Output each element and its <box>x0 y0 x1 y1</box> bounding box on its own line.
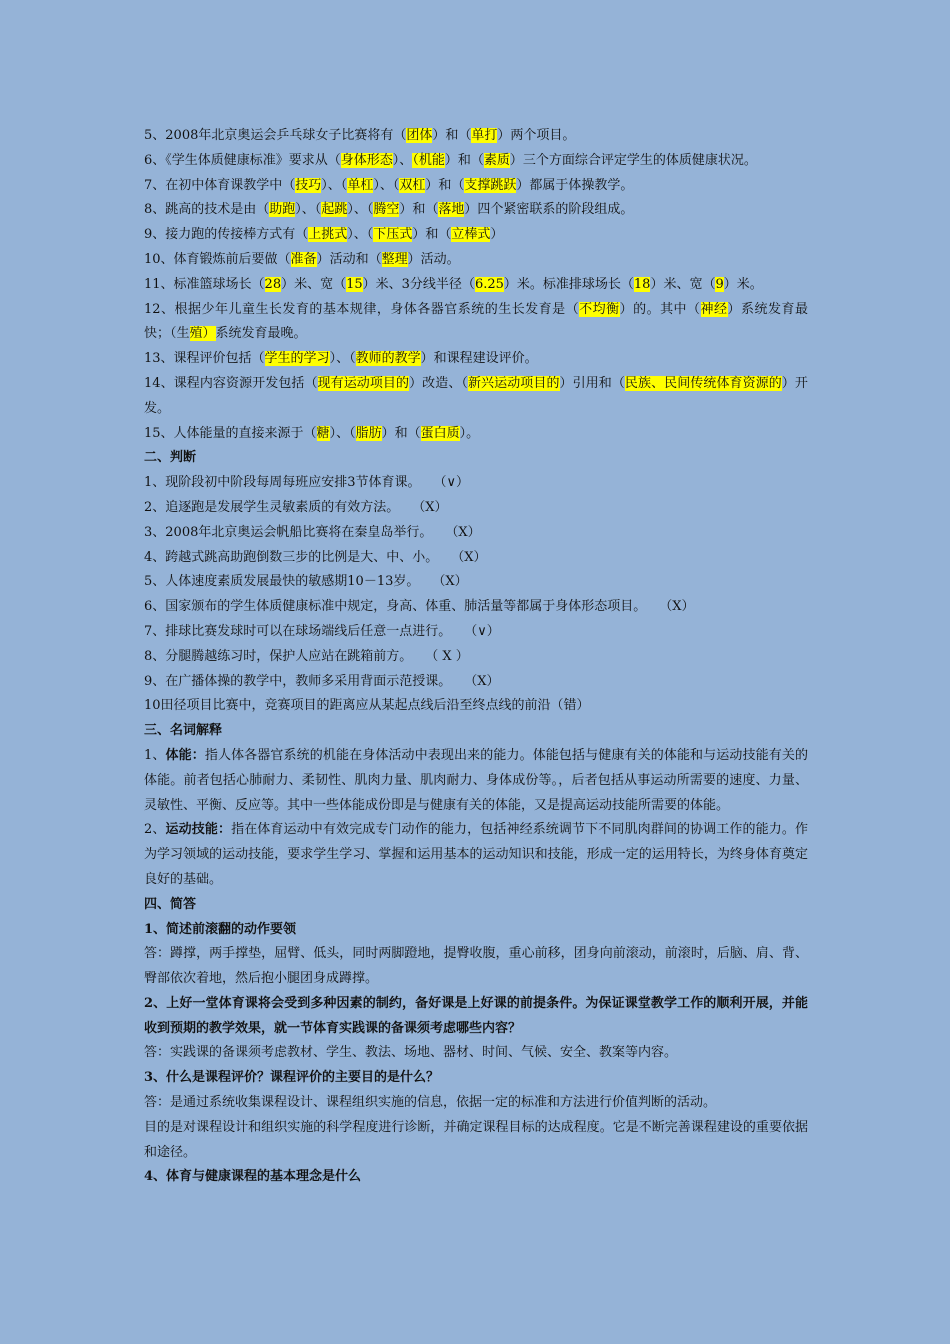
text-segment: 目的是对课程设计和组织实施的科学程度进行诊断，并确定课程目标的达成程度。它是不断完善课程建设的重要依据和途径。 <box>144 1119 808 1160</box>
text-segment: 二、判断 <box>144 450 197 466</box>
highlighted-answer: 腾空 <box>373 202 400 218</box>
highlighted-answer: 神经 <box>700 301 728 317</box>
text-line <box>144 1066 808 1091</box>
text-segment: 10田径项目比赛中，竞赛项目的距离应从某起点线后沿至终点线的前沿（错） <box>144 698 590 714</box>
text-segment: ）四个紧密联系的阶段组成。 <box>464 202 634 218</box>
highlighted-answer: 落地 <box>438 202 465 218</box>
text-segment: ）和（ <box>425 177 465 193</box>
text-line <box>144 1116 808 1166</box>
highlighted-answer: 6.25 <box>474 276 504 292</box>
text-segment: 1、简述前滚翻的动作要领 <box>144 921 297 937</box>
text-line <box>144 1165 808 1190</box>
text-segment: 12、根据少年儿童生长发育的基本规律，身体各器官系统的生长发育是（ <box>144 301 580 317</box>
highlighted-answer: 技巧 <box>295 177 322 193</box>
text-segment: 答：是通过系统收集课程设计、课程组织实施的信息，依据一定的标准和方法进行价值判断的活动。 <box>144 1095 717 1111</box>
text-segment: 9、接力跑的传接棒方式有（ <box>144 227 309 243</box>
text-line <box>144 719 808 744</box>
text-line <box>144 744 808 818</box>
text-segment: ）、（ <box>347 202 374 218</box>
text-segment: ）三个方面综合评定学生的体质健康状况。 <box>509 152 757 168</box>
text-segment: ）和（ <box>432 128 472 143</box>
highlighted-answer: 起跳 <box>321 202 348 218</box>
text-segment: 答：实践课的备课须考虑教材、学生、教法、场地、器材、时间、气候、安全、教案等内容。 <box>144 1045 678 1061</box>
text-segment: ）系统发育最快；（生 <box>144 301 808 342</box>
text-segment: 1、 <box>144 747 166 763</box>
text-segment: ）、（ <box>347 227 374 243</box>
text-line <box>144 471 808 496</box>
text-segment: 指在体育运动中有效完成专门动作的能力，包括神经系统调节下不同肌肉群间的协调工作的能力。作为学习领域的运动技能，要求学生学习、掌握和运用基本的运动知识和技能，形成一定的运用特长，为终身体育奠定良好的基础。 <box>144 822 808 887</box>
highlighted-answer: 糖 <box>316 425 330 441</box>
text-segment: ）引用和（ <box>559 375 625 391</box>
text-segment: ）和（ <box>444 152 484 168</box>
text-segment: ）、（ <box>329 425 356 441</box>
text-segment: ）活动。 <box>407 251 460 267</box>
text-segment: ）米、3分线半径（ <box>362 276 475 292</box>
text-line <box>144 1091 808 1116</box>
text-line <box>144 273 808 298</box>
text-line <box>144 620 808 645</box>
text-line <box>144 992 808 1042</box>
text-line <box>144 570 808 595</box>
highlighted-answer: 支撑跳跃 <box>464 177 517 193</box>
highlighted-answer: 素质 <box>483 152 510 168</box>
highlighted-answer: 现有运动项目的 <box>317 375 410 391</box>
highlighted-answer: 下压式 <box>373 227 413 243</box>
text-segment: ）米、宽（ <box>281 276 347 292</box>
text-segment: 14、课程内容资源开发包括（ <box>144 375 318 391</box>
text-segment: 5、人体速度素质发展最快的敏感期10－13岁。 （X） <box>144 574 468 590</box>
text-segment: 四、简答 <box>144 896 197 912</box>
text-segment: 7、排球比赛发球时可以在球场端线后任意一点进行。 （∨） <box>144 623 500 639</box>
highlighted-answer: 单杠 <box>347 177 374 193</box>
text-line <box>144 942 808 992</box>
highlighted-answer: 单打 <box>471 128 498 143</box>
text-line <box>144 893 808 918</box>
highlighted-answer: 助跑 <box>269 202 296 218</box>
text-segment: ）、（ <box>295 202 322 218</box>
text-segment: 1、现阶段初中阶段每周每班应安排3节体育课。 （∨） <box>144 475 470 491</box>
text-line <box>144 149 808 174</box>
highlighted-answer: 整理 <box>381 251 408 267</box>
text-segment: 7、在初中体育课教学中（ <box>144 177 296 193</box>
highlighted-answer: 身体形态 <box>340 152 393 168</box>
highlighted-answer: 双杠 <box>399 177 426 193</box>
text-segment: ）都属于体操教学。 <box>516 177 634 193</box>
highlighted-answer: 28 <box>264 276 282 292</box>
text-line <box>144 422 808 447</box>
highlighted-answer: 蛋白质 <box>420 425 460 441</box>
highlighted-answer: 殖） <box>189 326 216 342</box>
text-segment: ）和（ <box>381 425 421 441</box>
text-segment: ）活动和（ <box>316 251 382 267</box>
highlighted-answer: 上挑式 <box>308 227 348 243</box>
text-segment: 系统发育最晚。 <box>215 326 307 342</box>
text-segment: 5、2008年北京奥运会乒乓球女子比赛将有（ <box>144 128 407 143</box>
highlighted-answer: 不均衡 <box>579 301 620 317</box>
highlighted-answer: 立棒式 <box>451 227 491 243</box>
text-line <box>144 595 808 620</box>
text-line <box>144 223 808 248</box>
text-segment: 10、体育锻炼前后要做（ <box>144 251 291 267</box>
text-line <box>144 496 808 521</box>
text-segment: ）改造、（ <box>409 375 468 391</box>
text-segment: 2、上好一堂体育课将会受到多种因素的制约，备好课是上好课的前提条件。为保证课堂教学工作的顺利开展，并能收到预期的教学效果，就一节体育实践课的备课须考虑哪些内容？ <box>144 995 808 1036</box>
highlighted-answer: 新兴运动项目的 <box>467 375 560 391</box>
text-segment: 指人体各器官系统的机能在身体活动中表现出来的能力。体能包括与健康有关的体能和与运动技能有关的体能。前者包括心肺耐力、柔韧性、肌肉力量、肌肉耐力、身体成份等。，后者包括从事运动所需要的速度、力量、灵敏性、平衡、反应等。其中一些体能成份即是与健康有关的体能，又是提高运动技能所需要的体能。 <box>144 747 808 813</box>
text-segment: ）、 <box>392 152 413 168</box>
text-segment: ）米、宽（ <box>650 276 716 292</box>
text-segment: ）米。 <box>723 276 763 292</box>
text-segment: ）、（ <box>329 351 356 367</box>
text-line <box>144 1041 808 1066</box>
text-segment: 2、追逐跑是发展学生灵敏素质的有效方法。 （X） <box>144 499 448 515</box>
text-segment: 4、体育与健康课程的基本理念是什么 <box>144 1169 362 1185</box>
text-segment: 答：蹲撑，两手撑垫，屈臂、低头，同时两脚蹬地，提臀收腹，重心前移，团身向前滚动，前滚时，后脑、肩、背、臀部依次着地，然后抱小腿团身成蹲撑。 <box>144 946 808 987</box>
text-segment: 8、分腿腾越练习时，保护人应站在跳箱前方。 （ X ） <box>144 648 469 664</box>
highlighted-answer: 15 <box>346 276 363 292</box>
term-label: 体能： <box>165 747 205 763</box>
document-page <box>144 124 808 1190</box>
text-segment: 6、国家颁布的学生体质健康标准中规定，身高、体重、肺活量等都属于身体形态项目。 （X） <box>144 599 695 615</box>
text-segment: ）和课程建设评价。 <box>420 351 538 367</box>
text-line <box>144 372 808 422</box>
text-segment: 15、人体能量的直接来源于（ <box>144 425 317 441</box>
text-line <box>144 198 808 223</box>
highlighted-answer: 学生的学习 <box>264 351 330 367</box>
text-segment: 三、名词解释 <box>144 723 223 739</box>
highlighted-answer: 18 <box>633 276 651 292</box>
highlighted-answer: 脂肪 <box>355 425 382 441</box>
text-segment: ）两个项目。 <box>497 128 576 143</box>
text-line <box>144 818 808 892</box>
text-segment: ）米。标准排球场长（ <box>503 276 634 292</box>
text-segment: ）。 <box>459 425 480 441</box>
text-segment: ）的。其中（ <box>619 301 701 317</box>
text-line <box>144 918 808 943</box>
highlighted-answer: 教师的教学 <box>355 351 421 367</box>
highlighted-answer: 准备 <box>290 251 317 267</box>
text-segment: ） <box>490 227 504 243</box>
text-segment: ）、（ <box>373 177 400 193</box>
term-label: 运动技能： <box>165 822 232 838</box>
text-line <box>144 645 808 670</box>
text-line <box>144 298 808 348</box>
text-line <box>144 347 808 372</box>
text-segment: 3、2008年北京奥运会帆船比赛将在秦皇岛举行。 （X） <box>144 524 481 540</box>
highlighted-answer: （机能 <box>412 152 445 168</box>
text-line <box>144 446 808 471</box>
text-segment: 11、标准篮球场长（ <box>144 276 265 292</box>
text-segment: ）和（ <box>412 227 452 243</box>
highlighted-answer: 团体 <box>406 128 433 143</box>
text-line <box>144 174 808 199</box>
text-line <box>144 670 808 695</box>
text-segment: 8、跳高的技术是由（ <box>144 202 270 218</box>
text-segment: 6、《学生体质健康标准》要求从（ <box>144 152 341 168</box>
text-segment: 13、课程评价包括（ <box>144 351 265 367</box>
text-segment: ）开发。 <box>144 375 808 416</box>
text-line <box>144 521 808 546</box>
text-segment: ）和（ <box>399 202 439 218</box>
text-segment: 9、在广播体操的教学中，教师多采用背面示范授课。 （X） <box>144 673 500 689</box>
text-line <box>144 694 808 719</box>
text-segment: 2、 <box>144 822 166 838</box>
text-line <box>144 124 808 149</box>
text-line <box>144 248 808 273</box>
text-line <box>144 546 808 571</box>
text-segment: 3、什么是课程评价？课程评价的主要目的是什么？ <box>144 1070 440 1086</box>
highlighted-answer: 9 <box>715 276 724 292</box>
text-segment: ）、（ <box>321 177 348 193</box>
text-segment: 4、跨越式跳高助跑倒数三步的比例是大、中、小。 （X） <box>144 549 487 565</box>
highlighted-answer: 民族、民间传统体育资源的 <box>624 375 782 391</box>
